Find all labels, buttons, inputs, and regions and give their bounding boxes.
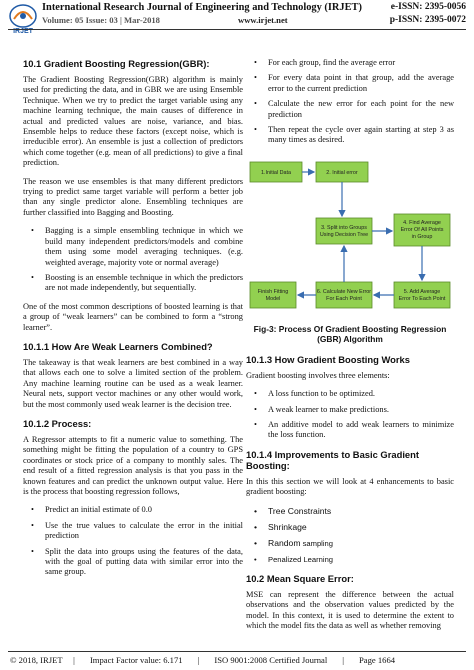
flow-box-initial-data-label: 1.Initial Data [261, 169, 291, 176]
flow-box-add-average [394, 282, 450, 308]
left-column [23, 58, 243, 586]
bullet-list [246, 389, 454, 441]
section-heading: 10.1.2 Process: [23, 417, 92, 429]
flow-box-find-average-label: Error Of All Points [400, 226, 444, 233]
list-item: • Then repeat the cycle over again starting at step 3 as many times as desired. [246, 125, 454, 146]
journal-volume-line [42, 15, 288, 25]
footer-text: © 2018, IRJET | Impact Factor value: 6.171 | ISO 9001:2008 Certified Journal | Page 1664 [10, 655, 396, 665]
volume-issue: Volume: 05 Issue: 03 | Mar-2018 [42, 15, 160, 25]
flow-box-find-average-label: 4. Find Average [403, 219, 441, 226]
paragraph: MSE can represent the difference between the actual observations and the observation values predicted by the model. In this context, it is used to determine the extent to which the model fits the data as well as whether removing [246, 589, 454, 630]
section-heading: 10.1 Gradient Boosting Regression(GBR): [23, 58, 210, 69]
paragraph: In this this section we will look at 4 enhancements to basic gradient boosting: [246, 476, 454, 497]
paragraph: One of the most common descriptions of boosted learning is that a group of “weak learners” can be combined to form a “strong learner”. [23, 301, 243, 332]
page-header [0, 0, 474, 56]
paragraph: Gradient boosting involves three elements: [246, 370, 390, 380]
flow-box-add-average-label: Error To Each Point [398, 295, 446, 302]
flow-box-split-groups [316, 218, 372, 244]
list-item: • Split the data into groups using the features of the data, with the goal of putting data with similar error into the same group. [23, 547, 243, 578]
section-heading: 10.2 Mean Square Error: [246, 572, 354, 584]
list-item: • A weak learner to make predictions. [246, 405, 454, 415]
list-item: • Calculate the new error for each point for the new prediction [246, 99, 454, 120]
flow-box-finish-fitting-label: Model [265, 295, 281, 302]
list-item: • Use the true values to calculate the error in the initial prediction [23, 521, 243, 542]
list-item: • A loss function to be optimized. [246, 389, 454, 399]
paragraph: The reason we use ensembles is that many different predictors trying to predict same target variable will perform a better job than any single predictor alone. Ensembling techniques are further classified into Bagging and Boosting. [23, 176, 243, 217]
flow-box-split-groups-label: Using Decision Tree [319, 231, 369, 238]
p-issn: p-ISSN: 2395-0072 [389, 15, 466, 25]
flow-box-split-groups-label: 3. Split into Groups [321, 224, 367, 231]
flow-box-calculate-new-error-label: For Each Point [326, 295, 362, 302]
logo-text: IRJET [13, 28, 33, 35]
journal-title: International Research Journal of Engineering and Technology (IRJET) [42, 2, 362, 13]
bullet-list [246, 58, 454, 146]
paragraph: A Regressor attempts to fit a numeric value to something. The something might be fitting the population of a country to GPS coordinates or stock price of a company to monthly sales. The end result of a fitted regression analysis is that you pass in the known features and can predict the unknown output value. Here is the process that boosting regression follows, [23, 434, 243, 496]
flow-box-calculate-new-error-label: 6. Calculate New Error [316, 288, 372, 295]
list-item: • Boosting is an ensemble technique in which the predictors are not made independently, but sequentially. [23, 273, 243, 294]
e-issn: e-ISSN: 2395-0056 [390, 2, 466, 12]
flowchart-diagram [246, 152, 454, 320]
list-item: • For every data point in that group, add the average error to the current prediction [246, 73, 454, 94]
right-column [246, 58, 454, 639]
svg-text:5. Add AverageError To Each P [399, 289, 446, 302]
list-item: • For each group, find the average error [246, 58, 454, 68]
svg-text:3. Split into GroupsUsing Deci [320, 225, 368, 238]
section-heading: 10.1.4 Improvements to Basic Gradient Boosting: [246, 448, 419, 471]
list-item: • Bagging is a simple ensembling technique in which we build many independent predictors/models and combine them using some model averaging techniques. (e.g. weighted average, majority vote or normal average) [23, 226, 243, 268]
list-item-suffix: sampling [300, 538, 333, 548]
footer-divider [8, 651, 466, 652]
section-heading: 10.1.1 How Are Weak Learners Combined? [23, 340, 213, 352]
irjet-logo [8, 3, 38, 29]
bullet-list [23, 226, 243, 293]
list-item: • Predict an initial estimate of 0.0 [23, 505, 243, 515]
figure-caption: Fig-3: Process Of Gradient Boosting Regression (GBR) Algorithm [253, 323, 447, 344]
flow-box-add-average-label: 5. Add Average [403, 288, 441, 295]
flow-box-finish-fitting [250, 282, 296, 308]
flow-box-find-average-label: in Group [411, 233, 433, 240]
list-item-label: Tree Constraints [268, 505, 332, 516]
list-item-label: Penalized Learning [268, 554, 334, 564]
gbr-flowchart-figure [246, 152, 454, 320]
list-item: • An additive model to add weak learners to minimize the loss function. [246, 420, 454, 441]
flow-box-finish-fitting-label: Finish Fitting [257, 288, 289, 295]
flow-box-initial-error-label: 2. Initial error [326, 169, 358, 176]
website-link[interactable]: www.irjet.net [237, 15, 288, 25]
list-item [246, 522, 454, 533]
bullet-list [23, 505, 243, 577]
header-divider [8, 29, 466, 30]
list-item [246, 554, 454, 565]
list-item [246, 506, 454, 517]
section-heading: 10.1.3 How Gradient Boosting Works [246, 353, 410, 365]
bullet-list [246, 506, 454, 565]
paragraph: The takeaway is that weak learners are best combined in a way that allows each one to solve a limited section of the problem. Any machine learning routine can be used as a weak learner. Neural nets, support vector machines or any other would work, but the most commonly used weak learner is the decision tree. [23, 357, 243, 409]
paragraph: The Gradient Boosting Regression(GBR) algorithm is mainly used for predicting the data, and in GBR we are using Ensemble Technique. When we try to predict the target variable using any machine learning technique, the main causes of difference in actual and predicted values are noise, variance, and bias. Ensemble helps to reduce these factors (except noise, which is irreducible error). An ensemble is just a collection of predictors which come together (e.g. mean of all predictions) to give a final prediction. [23, 75, 243, 168]
flow-box-calculate-new-error [316, 282, 372, 308]
list-item [246, 538, 454, 549]
list-item-label: Shrinkage [268, 521, 307, 532]
list-item-label: Random [268, 537, 301, 548]
